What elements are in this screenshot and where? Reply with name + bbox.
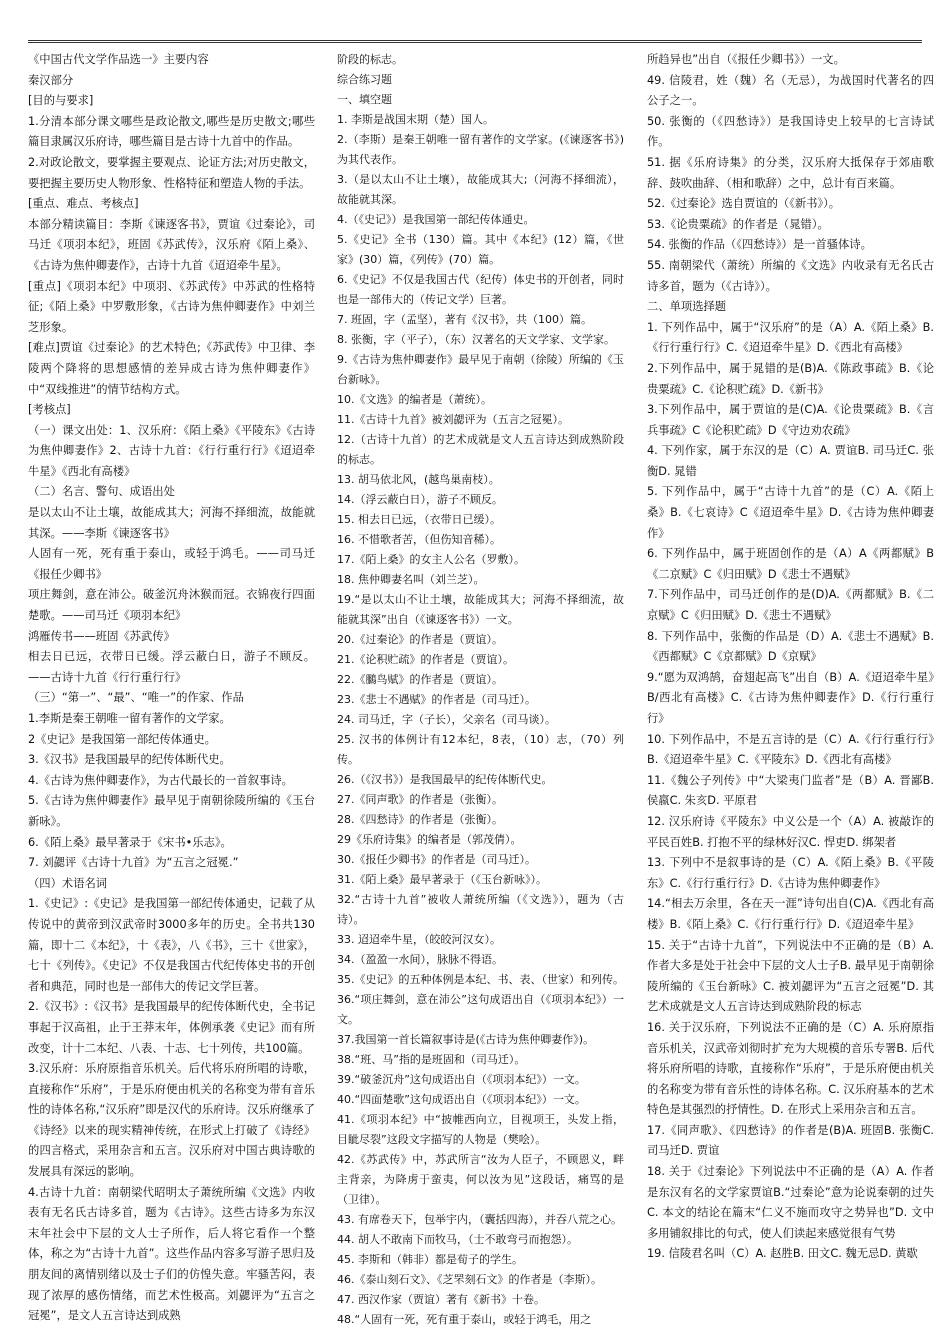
paragraph: 7. 刘勰评《古诗十九首》为“五言之冠冕.” [28, 856, 239, 870]
paragraph: 26.（《汉书》）是我国最早的纪传体断代史。 [337, 773, 553, 786]
paragraph: 9.“愿为双鸿鹄，奋翅起高飞”出自（B）A.《迢迢牵牛星》B/西北有高楼》C.《古诗为焦仲卿妻作》D.《行行重行行》 [647, 670, 934, 725]
paragraph: 4.《古诗为焦仲卿妻作》，为古代最长的一首叙事诗。 [28, 773, 293, 787]
paragraph: 11.《魏公子列传》中“大梁夷门监者”是（B）A. 晋鄙B. 侯嬴C. 朱亥D. 平原君 [647, 773, 934, 808]
paragraph: 19.“是以太山不让土壤，故能成其大；河海不择细流，故能就其深”出自（《谏逐客书》）一文。 [337, 593, 624, 626]
paragraph: 28.《四愁诗》的作者是（张衡）。 [337, 813, 503, 826]
paragraph: 51. 据《乐府诗集》的分类，汉乐府大抵保存于郊庙歌辞、鼓吹曲辞、（相和歌辞）之中，总计有百来篇。 [647, 155, 934, 190]
paragraph: 秦汉部分 [28, 73, 74, 87]
paragraph: 20.《过秦论》的作者是（贾谊）。 [337, 633, 503, 646]
paragraph: [重点、难点、考核点] [28, 197, 139, 211]
paragraph: 是以太山不让土壤，故能成其大；河海不择细流，故能就其深。——李斯《谏逐客书》 [28, 506, 315, 540]
paragraph: 18. 焦仲卿妻名叫（刘兰芝）。 [337, 573, 485, 586]
paragraph: 33. 迢迢牵牛星，（皎皎河汉女）。 [337, 933, 501, 946]
paragraph: 3.《汉书》是我国最早的纪传体断代史。 [28, 753, 231, 767]
paragraph: 39.“破釜沉舟”这句成语出自（《项羽本纪》）一文。 [337, 1073, 586, 1086]
paragraph: 41.《项羽本纪》中“披帷西向立，目视项王，头发上指，目眦尽裂”这段文字描写的人物是（樊哙）。 [337, 1113, 624, 1146]
paragraph: （二）名言、警句、成语出处 [28, 485, 175, 499]
paragraph: 所趋异也”出自（《报任少卿书》）一文。 [647, 53, 845, 66]
paragraph: 55. 南朝梁代（萧统）所编的《文选》内收录有无名氏古诗多首，题为（《古诗》）。 [647, 258, 934, 293]
paragraph: 18. 关于《过秦论》下列说法中不正确的是（A）A. 作者是东汉有名的文学家贾谊B.“过秦论”意为论说秦朝的过失 C. 本文的结论在篇末“仁义不施而攻守之势异也”D. 文中多用铺叙排比的句式，使人们读起来感觉很有气势 [647, 1165, 934, 1240]
paragraph: 37.我国第一首长篇叙事诗是(《古诗为焦仲卿妻作》)。 [337, 1033, 595, 1046]
paragraph: 12.（古诗十九首）的艺术成就是文人五言诗达到成熟阶段的标志。 [337, 433, 624, 466]
text-column-3 [647, 50, 934, 1265]
paragraph: 5.《史记》全书（130）篇。其中《本纪》(12）篇，《世家》(30）篇，《列传》(70）篇。 [337, 233, 624, 266]
paragraph: 本部分精读篇目：李斯《谏逐客书》，贾谊《过秦论》，司马迁《项羽本纪》，班固《苏武传》，汉乐府《陌上桑》、《古诗为焦仲卿妻作》，古诗十九首《迢迢牵牛星》。 [28, 217, 315, 272]
paragraph: （三）“第一”、“最”、“唯一”的作家、作品 [28, 691, 244, 705]
paragraph: 40.“四面楚歌”这句成语出自（《项羽本纪》）一文。 [337, 1093, 586, 1106]
paragraph: 10. 下列作品中，不是五言诗的是（C）A.《行行重行行》B.《迢迢牵牛星》C.《平陵东》D.《西北有高楼》 [647, 732, 934, 767]
paragraph: 27.《同声歌》的作者是（张衡）。 [337, 793, 503, 806]
paragraph: 1.分清本部分课文哪些是政论散文,哪些是历史散文;哪些篇目隶属汉乐府诗，哪些篇目是古诗十九首中的作品。 [28, 114, 315, 149]
paragraph: 1.李斯是秦王朝唯一留有著作的文学家。 [28, 712, 231, 725]
paragraph: 7.下列作品中，司马迁创作的是(D)A.《两都赋》B.《二京赋》C《归田赋》D.《悲士不遇赋》 [647, 588, 934, 623]
paragraph: 35.《史记》的五种体例是本纪、书、表、（世家）和列传。 [337, 973, 624, 986]
paragraph: 1. 下列作品中，属于“汉乐府”的是（A）A.《陌上桑》B.《行行重行行》C.《迢迢牵牛星》D.《西北有高楼》 [647, 320, 934, 355]
paragraph: 项庄舞剑，意在沛公。破釜沉舟沐猴而冠。衣锦夜行四面楚歌。——司马迁《项羽本纪》 [28, 588, 315, 623]
paragraph: 32.“古诗十九首”被收人萧统所编（《文选》），题为（古诗）。 [337, 893, 624, 926]
paragraph: 29《乐府诗集》的编者是（郭茂倩）。 [337, 833, 522, 846]
paragraph: 1. 李斯是战国末期（楚）国人。 [337, 113, 494, 126]
paragraph: 25. 汉书的体例计有12本纪，8表，（10）志，（70）列传。 [337, 733, 624, 766]
paragraph: 2.《汉书》:《汉书》是我国最早的纪传体断代史，全书记事起于汉高祖，止于王莽末年，体例承袭《史记》而有所改变，计十二本纪、八表、十志、七十列传，共100篇。 [28, 1000, 315, 1055]
paragraph: 52.《过秦论》选自贾谊的（《新书》）。 [647, 197, 841, 211]
paragraph: 5. 下列作品中，属于“古诗十九首”的是（C）A.《陌上桑》B.《七哀诗》C《迢迢牵牛星》D.《古诗为焦仲卿妻作》 [647, 485, 934, 540]
paragraph: 13. 下列中不是叙事诗的是（C）A.《陌上桑》B.《平陵东》C.《行行重行行》D.《古诗为焦仲卿妻作》 [647, 856, 934, 890]
paragraph: [重点]《项羽本纪》中项羽、《苏武传》中苏武的性格特征;《陌上桑》中罗敷形象，《古诗为焦仲卿妻作》中刘兰芝形象。 [28, 279, 315, 334]
paragraph: 《中国古代文学作品选一》主要内容 [28, 53, 209, 66]
paragraph: 6.《陌上桑》最早著录于《宋书•乐志》。 [28, 835, 232, 849]
paragraph: （四）术语名词 [28, 876, 108, 890]
paragraph: 38.“班、马”指的是班固和（司马迁）。 [337, 1053, 526, 1066]
text-column-2 [337, 50, 624, 1330]
paragraph: 23.《悲士不遇赋》的作者是（司马迁）。 [337, 693, 536, 706]
paragraph: 15. 相去日已远，（衣带日已缓）。 [337, 513, 501, 526]
paragraph: 24. 司马迁，字（子长），父亲名（司马谈）。 [337, 713, 556, 726]
paragraph: 43. 有席卷天下，包举宇内，（囊括四海），并吞八荒之心。 [337, 1213, 622, 1226]
paragraph: 16. 不惜歌者苦，（但伤知音稀）。 [337, 533, 501, 546]
paragraph: 14.“相去万余里，各在天一涯”诗句出自(C)A.《西北有高楼》B.《陌上桑》C.《行行重行行》D.《迢迢牵牛星》 [647, 897, 934, 931]
paragraph: 17.《陌上桑》的女主人公名（罗敷）。 [337, 553, 525, 566]
paragraph: 阶段的标志。 [337, 53, 403, 66]
paragraph: 47. 西汉作家（贾谊）著有《新书》十卷。 [337, 1293, 545, 1306]
paragraph: [考核点] [28, 403, 71, 417]
paragraph: 14.（浮云蔽白日），游子不顾反。 [337, 493, 503, 506]
paragraph: 5.《古诗为焦仲卿妻作》最早见于南朝徐陵所编的《玉台新咏》。 [28, 794, 315, 828]
paragraph: 13. 胡马依北风，(越鸟巢南枝）。 [337, 473, 500, 486]
paragraph: 8. 下列作品中，张衡的作品是（D）A.《悲士不遇赋》B.《西都赋》C《京都赋》D《京赋》 [647, 629, 934, 664]
paragraph: 4.古诗十九首：南朝梁代昭明太子萧统所编《文选》内收表有无名氏古诗多首，题为《古诗》。这些古诗多为东汉末年社会中下层的文人士子所作，后人将它看作一个整体，称之为“古诗十九首”。这些作品内容多写游子思归及朋友间的离情别绪以及士子们的仿惶失意。牢骚苦闷，表现了浓厚的感伤情绪，而艺术性极高。刘勰评为“五言之冠冕”，是文人五言诗达到成熟 [28, 1185, 315, 1323]
paragraph: （一）课文出处：1、汉乐府：《陌上桑》《平陵东》《古诗为焦仲卿妻作》2、古诗十九首：《行行重行行》《迢迢牵牛星》《西北有高楼》 [28, 423, 315, 478]
paragraph: 46.《泰山刻石文》、《芝罘刻石文》的作者是（李斯）。 [337, 1273, 602, 1286]
paragraph: 综合练习题 [337, 73, 392, 86]
paragraph: 53.《论贵粟疏》的作者是（晁错）。 [647, 217, 829, 231]
paragraph: 3.下列作品中，属于贾谊的是(C)A.《论贵粟疏》B.《言兵事疏》C《论积贮疏》D《守边劝农疏》 [647, 403, 934, 437]
paragraph: 17.《同声歌》、《四愁诗》的作者是(B)A. 班固B. 张衡C. 司马迁D. 贾谊 [647, 1123, 934, 1158]
paragraph: 48.“人固有一死，死有重于泰山，或轻于鸿毛，用之 [337, 1313, 592, 1326]
paragraph: 9.《古诗为焦仲卿妻作》最早见于南朝（徐陵）所编的《玉台新咏》。 [337, 353, 624, 386]
paragraph: 16. 关于汉乐府，下列说法不正确的是（C）A. 乐府原指音乐机关，汉武帝刘彻时扩充为大规模的音乐专署B. 后代将乐府所唱的诗歌，直接称作“乐府”，于是乐府便由机关的名称变为带有音乐性的诗体名称。C. 汉乐府基本的艺术特色是其强烈的抒情性。D. 在形式上采用杂言和五言。 [647, 1020, 934, 1117]
paragraph: 31.《陌上桑》最早著录于（《玉台新咏》）。 [337, 873, 547, 886]
paragraph: 人固有一死，死有重于泰山，或轻于鸿毛。——司马迁《报任少卿书》 [28, 547, 315, 581]
paragraph: 10.《文选》的编者是（萧统）。 [337, 393, 492, 406]
paragraph: 鸿雁传书——班固《苏武传》 [28, 629, 175, 643]
paragraph: 19. 信陵君名叫（C）A. 赵胜B. 田文C. 魏无忌D. 黄歇 [647, 1247, 918, 1261]
paragraph: 30.《报任少卿书》的作者是（司马迁）。 [337, 853, 536, 866]
paragraph: 6.《史记》不仅是我国古代（纪传）体史书的开创者，同时也是一部伟大的（传记文学）巨著。 [337, 273, 624, 306]
paragraph: 22.《鵩鸟赋》的作者是（贾谊）。 [337, 673, 503, 686]
paragraph: 42.《苏武传》中，苏武所言“汝为人臣子，不顾恩义，畔主背亲，为降虏于蛮夷，何以汝为见”这段话，痛骂的是（卫律）。 [337, 1153, 624, 1206]
paragraph: 1.《史记》:《史记》是我国第一部纪传体通史，记载了从传说中的黄帝到汉武帝时3000多年的历史。全书共130篇，即十二《本纪》，十《表》，八《书》，三十《世家》，七十《列传》。《史记》不仅是我国古代纪传体史书的开创者和典范，同时也是一部伟大的传记文学巨著。 [28, 897, 315, 993]
paragraph: 8. 张衡，字（平子），（东）汉著名的天文学家、文学家。 [337, 333, 615, 346]
paragraph: 44. 胡人不敢南下而牧马，（士不敢弯弓而抱怨）。 [337, 1233, 578, 1246]
paragraph: 50. 张衡的（《四愁诗》）是我国诗史上较早的七言诗试作。 [647, 114, 934, 149]
paragraph: 2.下列作品中，属于晁错的是(B)A.《陈政事疏》B.《论贵粟疏》C.《论积贮疏》D.《新书》 [647, 361, 934, 396]
paragraph: 一、填空题 [337, 93, 392, 106]
paragraph: 4. 下列作家，属于东汉的是（C）A. 贾谊B. 司马迁C. 张衡D. 晁错 [647, 444, 934, 478]
paragraph: 45. 李斯和（韩非）都是荀子的学生。 [337, 1253, 523, 1266]
header-rule [28, 40, 922, 43]
paragraph: 3.汉乐府：乐府原指音乐机关。后代将乐府所唱的诗歌，直接称作“乐府”，于是乐府便由机关的名称变为带有音乐性的诗体名称,“汉乐府”即是汉代的乐府诗。汉乐府继承了《诗经》以来的现实精神传统，在形式上打破了《诗经》的四言格式，采用杂言和五言。汉乐府对中国古典诗歌的发展具有深远的影响。 [28, 1062, 315, 1179]
paragraph: 34.（盈盈一水间），脉脉不得语。 [337, 953, 503, 966]
paragraph: 相去日已远，衣带日已缓。浮云蔽白日，游子不顾反。——古诗十九首《行行重行行》 [28, 650, 315, 684]
paragraph: 54. 张衡的作品（《四愁诗》）是一首骚体诗。 [647, 238, 872, 252]
paragraph: 2.（李斯）是秦王朝唯一留有著作的文学家。(《谏逐客书》)为其代表作。 [337, 133, 624, 166]
paragraph: 49. 信陵君，姓（魏）名（无忌），为战国时代著名的四公子之一。 [647, 73, 934, 108]
paragraph: 7. 班固，字（孟坚），著有《汉书》，共（100）篇。 [337, 313, 592, 326]
paragraph: 3.（是以太山不让土壤），故能成其大;（河海不择细流），故能就其深。 [337, 173, 624, 206]
paragraph: 36.“项庄舞剑，意在沛公”这句成语出自（《项羽本纪》）一文。 [337, 993, 624, 1026]
paragraph: [难点]贾谊《过秦论》的艺术特色;《苏武传》中卫律、李陵两个降将的思想感情的差异成古诗为焦仲卿妻作》中“双线推进”的情节结构方式。 [28, 341, 315, 396]
paragraph: 21.《论积贮疏》的作者是（贾谊）。 [337, 653, 514, 666]
paragraph: 二、单项选择题 [647, 300, 727, 314]
paragraph: 2.对政论散文，要掌握主要观点、论证方法;对历史散文，要把握主要历史人物形象、性格特征和塑造人物的手法。 [28, 155, 315, 190]
paragraph: [目的与要求] [28, 94, 94, 108]
paragraph: 15. 关于“古诗十九首”，下列说法中不正确的是（B）A. 作者大多是处于社会中下层的文人士子B. 最早见于南朝徐陵所编的《玉台新咏》C. 被刘勰评为“五言之冠冕”D. 其艺术成就是文人五言诗达到成熟阶段的标志 [647, 938, 934, 1014]
paragraph: 4.（《史记》）是我国第一部纪传体通史。 [337, 213, 535, 226]
paragraph: 2《史记》是我国第一部纪传体通史。 [28, 732, 216, 746]
paragraph: 6. 下列作品中，属于班固创作的是（A）A《两都赋》B《二京赋》C《归田赋》D《悲士不遇赋》 [647, 547, 934, 581]
text-column-1 [28, 50, 315, 1327]
paragraph: 11.《古诗十九首》被刘勰评为（五言之冠冕）。 [337, 413, 569, 426]
paragraph: 12. 汉乐府诗《平陵东》中义公是一个（A）A. 被敲诈的平民百姓B. 打抱不平的绿林好汉C. 悍吏D. 绑架者 [647, 814, 934, 849]
